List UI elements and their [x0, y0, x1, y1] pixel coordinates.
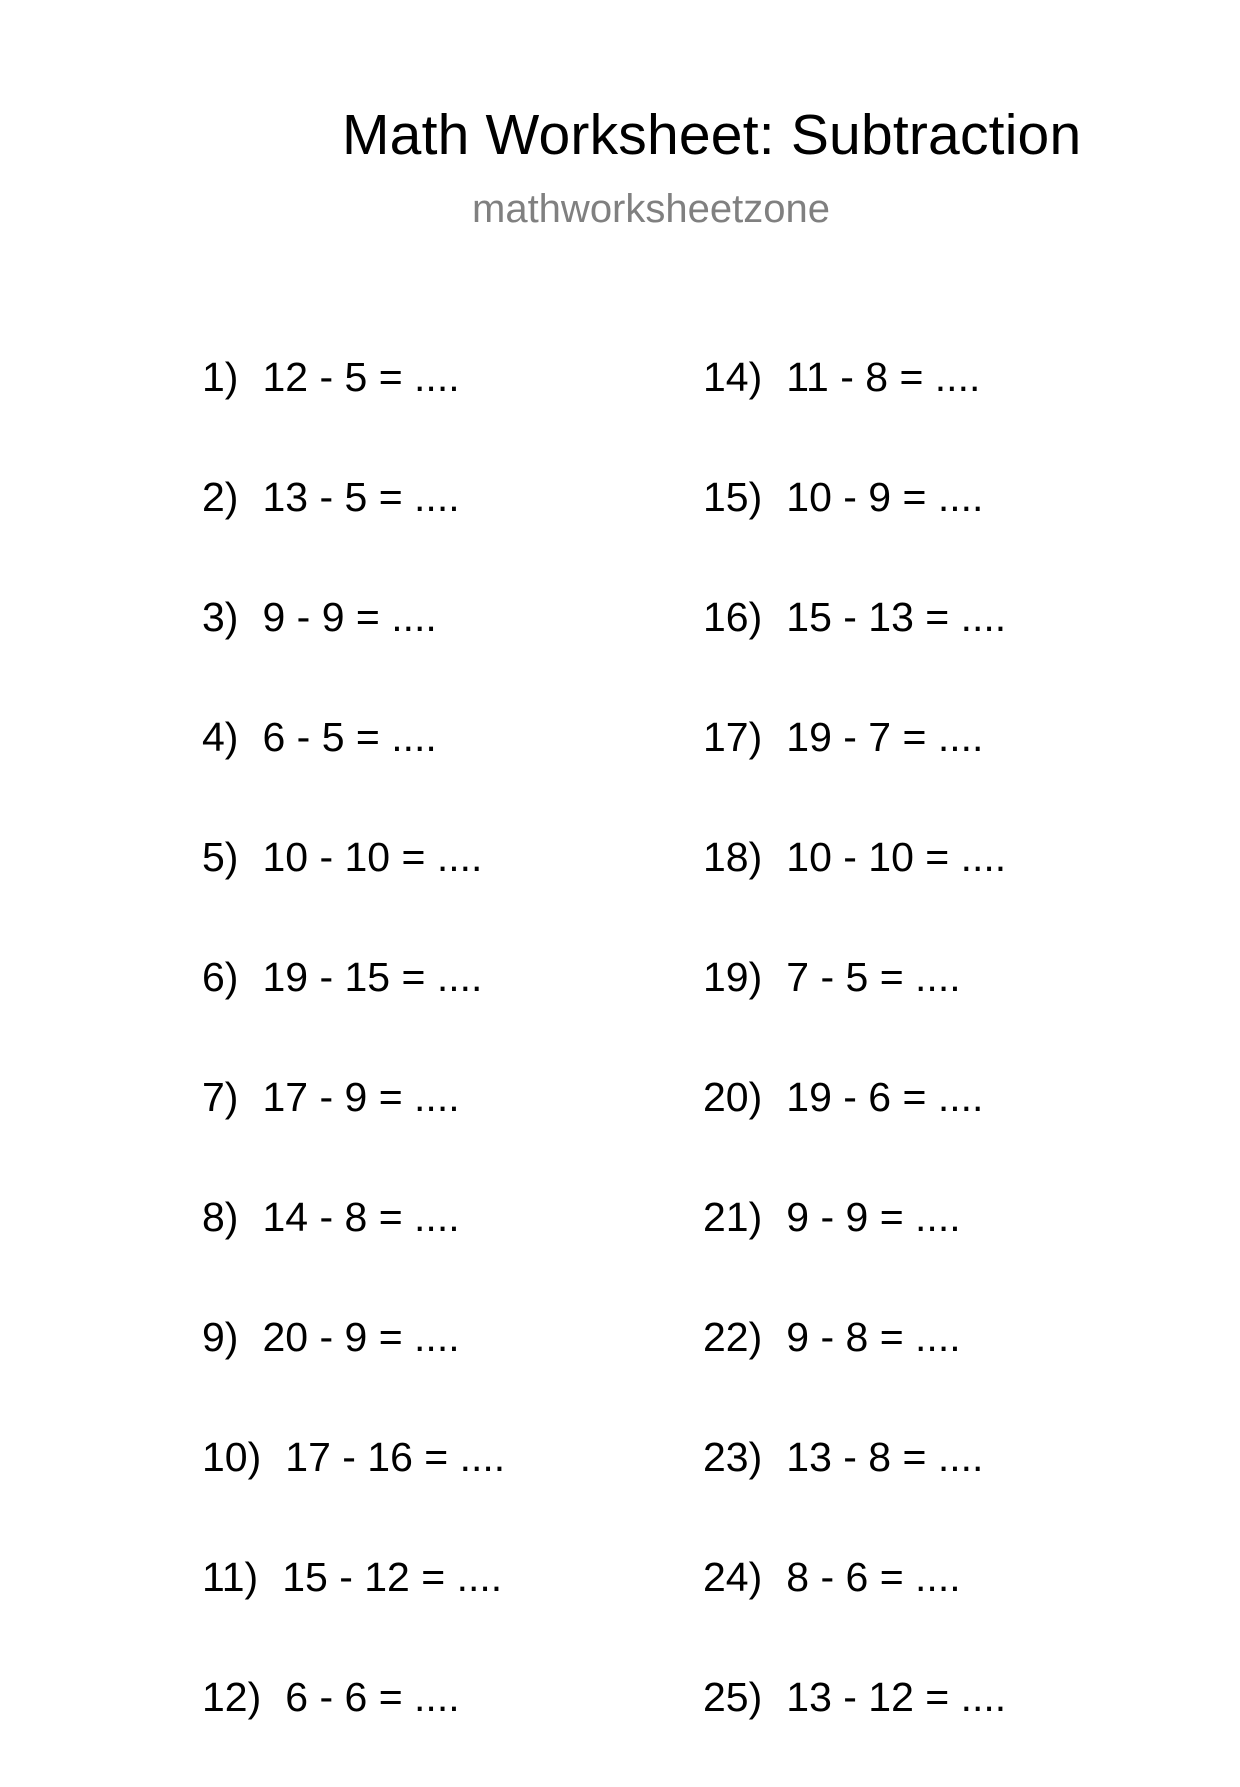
problem-item [202, 827, 505, 947]
problem-item [202, 587, 505, 707]
problem-number: 15) [703, 474, 763, 520]
problem-item [703, 587, 1006, 707]
problem-item [202, 1307, 505, 1427]
problem-item [703, 1667, 1006, 1787]
problem-column-left [202, 347, 505, 1787]
problem-item [202, 347, 505, 467]
problem-expression: 9 - 8 = .... [786, 1314, 961, 1360]
problem-expression: 17 - 9 = .... [262, 1074, 460, 1120]
problem-item [202, 1427, 505, 1547]
problem-number: 9) [202, 1314, 239, 1360]
problem-number: 14) [703, 354, 763, 400]
problem-item [703, 1427, 1006, 1547]
problem-expression: 10 - 10 = .... [262, 834, 483, 880]
problem-number: 7) [202, 1074, 239, 1120]
problem-number: 24) [703, 1554, 763, 1600]
problem-item [703, 1067, 1006, 1187]
problem-number: 25) [703, 1674, 763, 1720]
problem-expression: 12 - 5 = .... [262, 354, 460, 400]
problem-number: 17) [703, 714, 763, 760]
problem-number: 1) [202, 354, 239, 400]
problem-expression: 13 - 5 = .... [262, 474, 460, 520]
problem-number: 19) [703, 954, 763, 1000]
problem-column-right [703, 347, 1006, 1787]
problem-item [202, 947, 505, 1067]
problem-expression: 9 - 9 = .... [262, 594, 437, 640]
problem-expression: 14 - 8 = .... [262, 1194, 460, 1240]
problem-expression: 8 - 6 = .... [786, 1554, 961, 1600]
problem-expression: 20 - 9 = .... [262, 1314, 460, 1360]
problem-expression: 15 - 13 = .... [786, 594, 1007, 640]
problem-expression: 13 - 12 = .... [786, 1674, 1007, 1720]
problem-number: 8) [202, 1194, 239, 1240]
problem-item [703, 707, 1006, 827]
problem-expression: 6 - 5 = .... [262, 714, 437, 760]
problem-number: 3) [202, 594, 239, 640]
problem-number: 21) [703, 1194, 763, 1240]
problem-item [202, 707, 505, 827]
problem-expression: 15 - 12 = .... [282, 1554, 503, 1600]
problem-expression: 11 - 8 = .... [786, 354, 981, 400]
problem-number: 11) [202, 1554, 259, 1600]
problem-item [202, 467, 505, 587]
problem-item [703, 827, 1006, 947]
problem-item [703, 1307, 1006, 1427]
problem-expression: 19 - 6 = .... [786, 1074, 984, 1120]
problem-expression: 7 - 5 = .... [786, 954, 961, 1000]
problem-item [703, 1547, 1006, 1667]
problem-item [703, 347, 1006, 467]
problem-item [703, 947, 1006, 1067]
problem-item [202, 1667, 505, 1787]
problem-number: 6) [202, 954, 239, 1000]
problem-number: 23) [703, 1434, 763, 1480]
problem-item [202, 1547, 505, 1667]
page-subtitle: mathworksheetzone [472, 187, 830, 231]
problem-number: 10) [202, 1434, 262, 1480]
problem-number: 22) [703, 1314, 763, 1360]
problem-expression: 6 - 6 = .... [285, 1674, 460, 1720]
problem-expression: 9 - 9 = .... [786, 1194, 961, 1240]
problem-number: 20) [703, 1074, 763, 1120]
problem-number: 16) [703, 594, 763, 640]
problem-expression: 10 - 9 = .... [786, 474, 984, 520]
problem-number: 4) [202, 714, 239, 760]
page-title: Math Worksheet: Subtraction [342, 103, 1082, 167]
problem-item [703, 467, 1006, 587]
problem-number: 12) [202, 1674, 262, 1720]
problem-expression: 10 - 10 = .... [786, 834, 1007, 880]
problem-item [202, 1187, 505, 1307]
problem-expression: 19 - 7 = .... [786, 714, 984, 760]
problem-item [703, 1187, 1006, 1307]
problem-expression: 13 - 8 = .... [786, 1434, 984, 1480]
problem-item [202, 1067, 505, 1187]
problem-expression: 19 - 15 = .... [262, 954, 483, 1000]
problem-number: 18) [703, 834, 763, 880]
problem-number: 5) [202, 834, 239, 880]
problem-expression: 17 - 16 = .... [285, 1434, 506, 1480]
problem-number: 2) [202, 474, 239, 520]
